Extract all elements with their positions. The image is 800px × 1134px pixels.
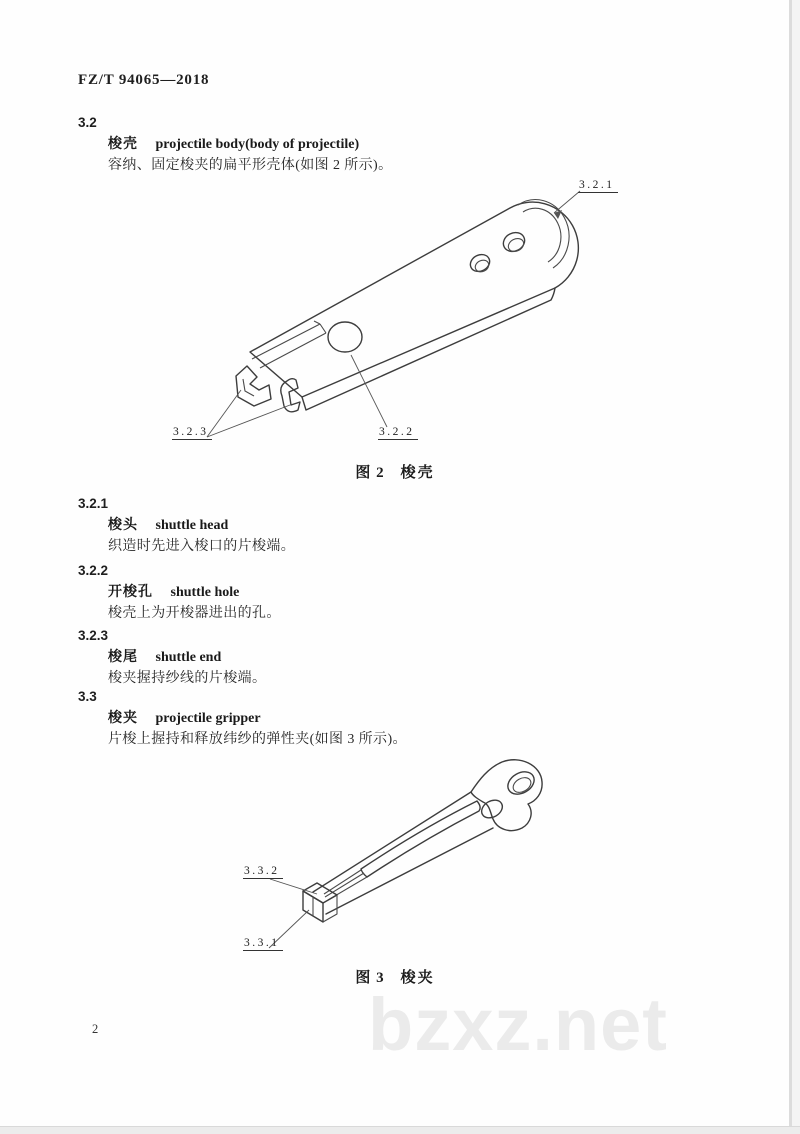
term-chinese: 梭尾 [108, 649, 138, 665]
term-chinese: 梭头 [108, 517, 138, 533]
term-line [78, 515, 718, 537]
figure-3-drawing [225, 752, 595, 964]
term-entry-3-2-1 [78, 493, 718, 558]
term-chinese: 开梭孔 [108, 584, 153, 600]
section-number: 3.2 [78, 115, 97, 130]
callout-label-shuttle-hole: 3.2.2 [378, 426, 418, 440]
section-number: 3.3 [78, 689, 97, 704]
term-definition: 梭壳上为开梭器进出的孔。 [108, 606, 281, 621]
term-line [78, 582, 718, 604]
figure-3 [225, 752, 595, 964]
term-definition: 梭夹握持纱线的片梭端。 [108, 671, 267, 686]
section-number: 3.2.3 [78, 628, 109, 643]
standard-number-header: FZ/T 94065—2018 [78, 72, 210, 88]
term-line [78, 647, 718, 669]
figure-2-drawing [150, 178, 650, 460]
page-bottom-edge [0, 1126, 800, 1134]
figure-2-caption [0, 461, 790, 482]
callout-label-shuttle-head: 3.2.1 [578, 179, 618, 193]
callout-label-gripper-lower: 3.3.1 [243, 937, 283, 951]
term-line [78, 134, 718, 156]
term-entry-3-2-3 [78, 625, 718, 690]
term-line [78, 708, 718, 730]
term-definition: 容纳、固定梭夹的扁平形壳体(如图 2 所示)。 [108, 158, 393, 173]
section-number: 3.2.1 [78, 496, 109, 511]
term-chinese: 梭壳 [108, 136, 138, 152]
term-english: shuttle end [155, 649, 222, 665]
term-english: projectile gripper [155, 710, 261, 726]
term-definition: 片梭上握持和释放纬纱的弹性夹(如图 3 所示)。 [108, 732, 407, 747]
page-number: 2 [92, 1022, 99, 1036]
term-english: shuttle hole [170, 584, 240, 600]
figure-3-caption-number: 图 3 [355, 970, 385, 986]
term-english: shuttle head [155, 517, 229, 533]
term-definition: 织造时先进入梭口的片梭端。 [108, 539, 296, 554]
figure-2 [150, 178, 650, 460]
term-entry-3-2-2 [78, 560, 718, 625]
figure-2-caption-number: 图 2 [355, 465, 385, 481]
figure-3-caption-title: 梭夹 [400, 970, 435, 986]
term-english: projectile body(body of projectile) [155, 136, 360, 152]
section-number: 3.2.2 [78, 563, 109, 578]
callout-label-shuttle-end: 3.2.3 [172, 426, 212, 440]
watermark-text: bzxz.net [368, 983, 668, 1066]
page-right-edge [789, 0, 792, 1126]
figure-2-caption-title: 梭壳 [400, 465, 435, 481]
term-chinese: 梭夹 [108, 710, 138, 726]
callout-label-gripper-upper: 3.3.2 [243, 865, 283, 879]
term-entry-3-3 [78, 686, 718, 751]
term-entry-3-2 [78, 112, 718, 177]
